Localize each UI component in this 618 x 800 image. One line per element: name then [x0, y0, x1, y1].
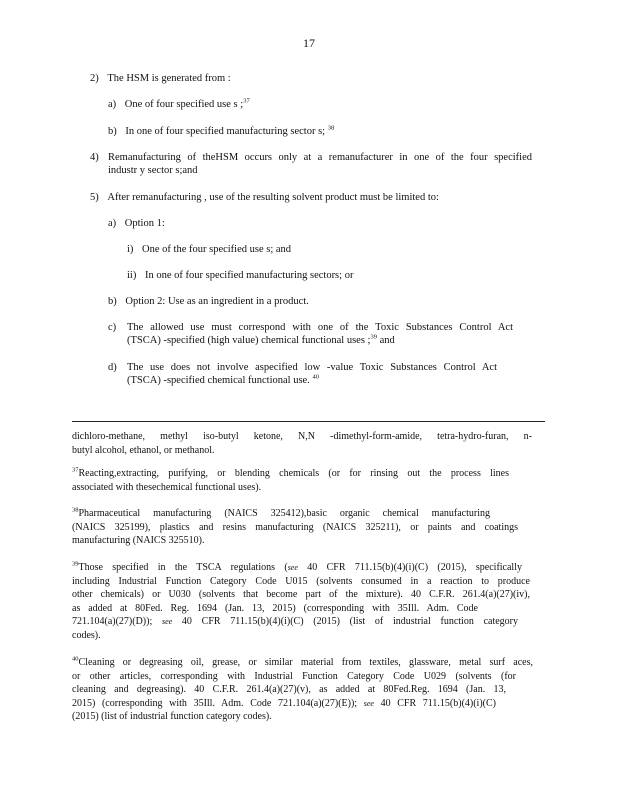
list-item-text: (TSCA) -specified (high value) chemical functional uses ;$^{39}$ and [127, 333, 395, 346]
list-item-text: The allowed use must correspond with one of the Toxic Substances Control Act [127, 322, 513, 333]
footnote-ref: 38 [327, 124, 335, 132]
footnote-ref: 37 [243, 97, 250, 105]
list-item: 5) After remanufacturing , use of the resulting solvent product must be limited to: [90, 192, 439, 203]
list-item: b) In one of four specified manufacturing sector s; $^{38}$ [108, 124, 335, 137]
footnote-ref: 39 [370, 333, 377, 341]
list-item: d) [108, 362, 117, 373]
footnote-38: $^{38}$Pharmaceutical manufacturing (NAICS 325412),basic organic chemical manufacturing (NAICS 325199), plastics and resins manufacturing (NAICS 325211), or paints and coatings manufacturing (NAICS 325510). [72, 506, 518, 546]
list-item: i) One of the four specified use s; and [127, 244, 292, 255]
footnote-separator [72, 421, 545, 422]
footnote-ref: 40 [312, 373, 319, 381]
list-item: ii) In one of four specified manufacturing sectors; or [127, 270, 354, 281]
footnote-37: $^{37}$Reacting,extracting, purifying, or blending chemicals (or for rinsing out the process lines associated with thesechemical functional uses). [72, 466, 509, 493]
list-item: c) [108, 322, 117, 333]
list-item: a) One of four specified use s ;$^{37}$ [108, 97, 250, 110]
list-item: b) Option 2: Use as an ingredient in a product. [108, 296, 309, 307]
list-item: a) Option 1: [108, 218, 165, 229]
list-item-text: industr y sector s;and [108, 165, 198, 176]
page-number: 17 [303, 36, 315, 50]
list-item: 2) The HSM is generated from : [90, 73, 231, 84]
footnote-39: $^{39}$Those specified in the TSCA regulations (see 40 CFR 711.15(b)(4)(i)(C) (2015), specifically including Industrial Function Category Code U015 (solvents consumed in a reaction to produce other chemicals) or U030 (solvents that become part of the mixture). 40 C.F.R. 261.4(a)(27)(iv), as added at 80Fed. Reg. 1694 (Jan. 13, 2015) (corresponding with 35Ill. Adm. Code 721.104(a)(27)(D)); see 40 CFR 711.15(b)(4)(i)(C) (2015) (list of industrial function category codes). [72, 560, 530, 641]
list-item-text: Remanufacturing of theHSM occurs only at a remanufacturer in one of the four specified [108, 152, 532, 163]
footnote-40: $^{40}$Cleaning or degreasing oil, grease, or similar material from textiles, glassware, metal surf aces, or other articles, corresponding with Industrial Function Category Code U029 (solvents (for cleaning and degreasing). 40 C.F.R. 261.4(a)(27)(v), as added at 80Fed.Reg. 1694 (Jan. 13, 2015) (corresponding with 35Ill. Adm. Code 721.104(a)(27)(E)); see 40 CFR 711.15(b)(4)(i)(C) (2015) (list of industrial function category codes). [72, 655, 533, 722]
list-item-text: The use does not involve aspecified low -value Toxic Substances Control Act [127, 362, 497, 373]
footnote-continuation: dichloro-methane, methyl iso-butyl ketone, N,N -dimethyl-form-amide, tetra-hydro-furan, n- butyl alcohol, ethanol, or methanol. [72, 431, 532, 456]
list-item-text: (TSCA) -specified chemical functional use. $^{40}$ [127, 373, 319, 386]
list-item: 4) [90, 152, 99, 163]
